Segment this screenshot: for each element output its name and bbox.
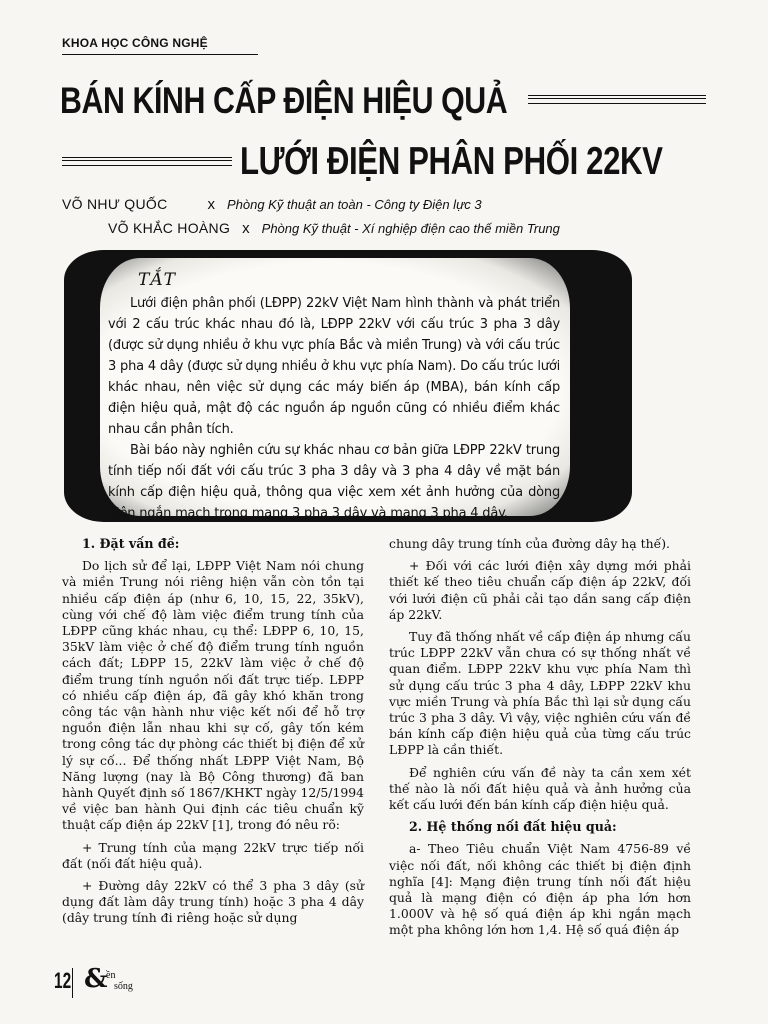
abstract-paragraph: Lưới điện phân phối (LĐPP) 22kV Việt Nam hình thành và phát triển với 2 cấu trúc khác nhau đó là, LĐPP 22kV với cấu trúc 3 pha 3 dây (được sử dụng nhiều ở khu vực phía Bắc và miền Trung) và với cấu trúc 3 pha 4 dây (được sử dụng nhiều ở khu vực phía Nam). Do cấu trúc lưới khác nhau, nên việc sử dụng các máy biến áp (MBA), bán kính cấp điện hiệu quả, mật độ các nguồn áp nguồn cũng có nhiều điểm khác nhau cần phân tích. xyxy=(108,296,560,437)
abstract-heading: TẮT xyxy=(138,270,176,290)
author-line-1 xyxy=(62,196,482,213)
body-paragraph: chung dây trung tính của đường dây hạ thế). xyxy=(389,536,670,551)
logo-text xyxy=(106,970,133,992)
logo-word-1: ền xyxy=(106,970,116,981)
section-heading: 1. Đặt vấn đề: xyxy=(82,536,180,551)
article-title-line-1: BÁN KÍNH CẤP ĐIỆN HIỆU QUẢ xyxy=(60,80,508,121)
title-decoration-left xyxy=(62,157,232,166)
section-heading: 2. Hệ thống nối đất hiệu quả: xyxy=(409,819,617,835)
body-column-right xyxy=(389,536,691,945)
author-affiliation: Phòng Kỹ thuật an toàn - Công ty Điện lực 3 xyxy=(226,197,482,212)
body-paragraph: Tuy đã thống nhất về cấp điện áp nhưng cấu trúc LĐPP 22kV vẫn chưa có sự thống nhất về quan điểm. LĐPP 22kV khu vực phía Nam thì sử dụng cấu trúc 3 pha 4 dây, LĐPP 22kV khu vực miền Trung và phía Bắc thì lại sử dụng cấu trúc 3 pha 3 dây. Vì vậy, việc nghiên cứu vấn đề bán kính cấp điện hiệu quả của từng cấu trúc LĐPP là cần thiết. xyxy=(389,629,691,758)
author-line-2 xyxy=(108,220,560,237)
logo-ampersand: & xyxy=(84,964,108,994)
body-column-left xyxy=(62,536,364,933)
author-affiliation: Phòng Kỹ thuật - Xí nghiệp điện cao thế miền Trung xyxy=(261,221,560,236)
logo-word-2: sống xyxy=(114,981,133,992)
abstract-text xyxy=(108,293,560,524)
article-title-line-2: LƯỚI ĐIỆN PHÂN PHỐI 22KV xyxy=(240,140,663,183)
footer-divider xyxy=(72,968,73,998)
author-name: VÕ KHẮC HOÀNG xyxy=(108,220,231,236)
section-rule xyxy=(62,54,258,55)
body-paragraph: + Trung tính của mạng 22kV trực tiếp nối đất (nối đất hiệu quả). xyxy=(62,839,364,871)
author-separator: x xyxy=(242,220,250,237)
body-paragraph: a- Theo Tiêu chuẩn Việt Nam 4756-89 về việc nối đất, nối không các thiết bị điện định nghĩa [4]: Mạng điện trung tính nối đất hiệu quả là mạng điện có điện áp pha lớn hơn 1.000V và hệ số quá điện áp khi ngắn mạch một pha không lớn hơn 1,4. Hệ số quá điện áp xyxy=(389,841,691,938)
magazine-logo xyxy=(84,964,133,994)
page-number: 12 xyxy=(54,968,72,993)
section-label: KHOA HỌC CÔNG NGHỆ xyxy=(62,36,208,50)
abstract-paragraph: Bài báo này nghiên cứu sự khác nhau cơ bản giữa LĐPP 22kV trung tính tiếp nối đất với cấu trúc 3 pha 3 dây và 3 pha 4 dây về mặt bán kính cấp điện hiệu quả, thông qua việc xem xét ảnh hưởng của dòng điện ngắn mạch trong mạng 3 pha 3 dây và mạng 3 pha 4 dây. xyxy=(108,443,560,521)
body-paragraph: Do lịch sử để lại, LĐPP Việt Nam nói chung và miền Trung nói riêng hiện vẫn còn tồn tại nhiều cấp điện áp (như 6, 10, 15, 22, 35kV), cùng với chế độ làm việc điểm trung tính của LĐPP cũng khác nhau, cụ thể: LĐPP 6, 10, 15, 35kV làm việc ở chế độ điểm trung tính nguồn cách đất; LĐPP 15, 22kV làm việc ở chế độ điểm trung tính nguồn nối đất trực tiếp. LĐPP có nhiều cấp điện áp, đã gây khó khăn trong công tác vận hành như việc kết nối để hỗ trợ nguồn điện lẫn nhau khi sự cố, gây tốn kém trong công tác dự phòng các thiết bị điện để xử lý sự cố... Để thống nhất LĐPP Việt Nam, Bộ Năng lượng (nay là Bộ Công thương) đã ban hành Quyết định số 1867/KHKT ngày 12/5/1994 về việc ban hành Qui định các tiêu chuẩn kỹ thuật cấp điện áp 22kV [1], trong đó nêu rõ: xyxy=(62,558,364,833)
author-name: VÕ NHƯ QUỐC xyxy=(62,196,168,212)
author-separator: x xyxy=(207,196,215,213)
body-paragraph: + Đường dây 22kV có thể 3 pha 3 dây (sử dụng đất làm dây trung tính) hoặc 3 pha 4 dây (dây trung tính đi riêng hoặc sử dụng xyxy=(62,878,364,926)
body-paragraph: + Đối với các lưới điện xây dựng mới phải thiết kế theo tiêu chuẩn cấp điện áp 22kV, đối với lưới điện cũ phải cải tạo dần sang cấp điện áp 22kV. xyxy=(389,558,691,622)
title-decoration-right xyxy=(528,95,706,104)
body-paragraph: Để nghiên cứu vấn đề này ta cần xem xét thế nào là nối đất hiệu quả và ảnh hưởng của kết cấu lưới đến bán kính cấp điện hiệu quả. xyxy=(389,764,691,813)
